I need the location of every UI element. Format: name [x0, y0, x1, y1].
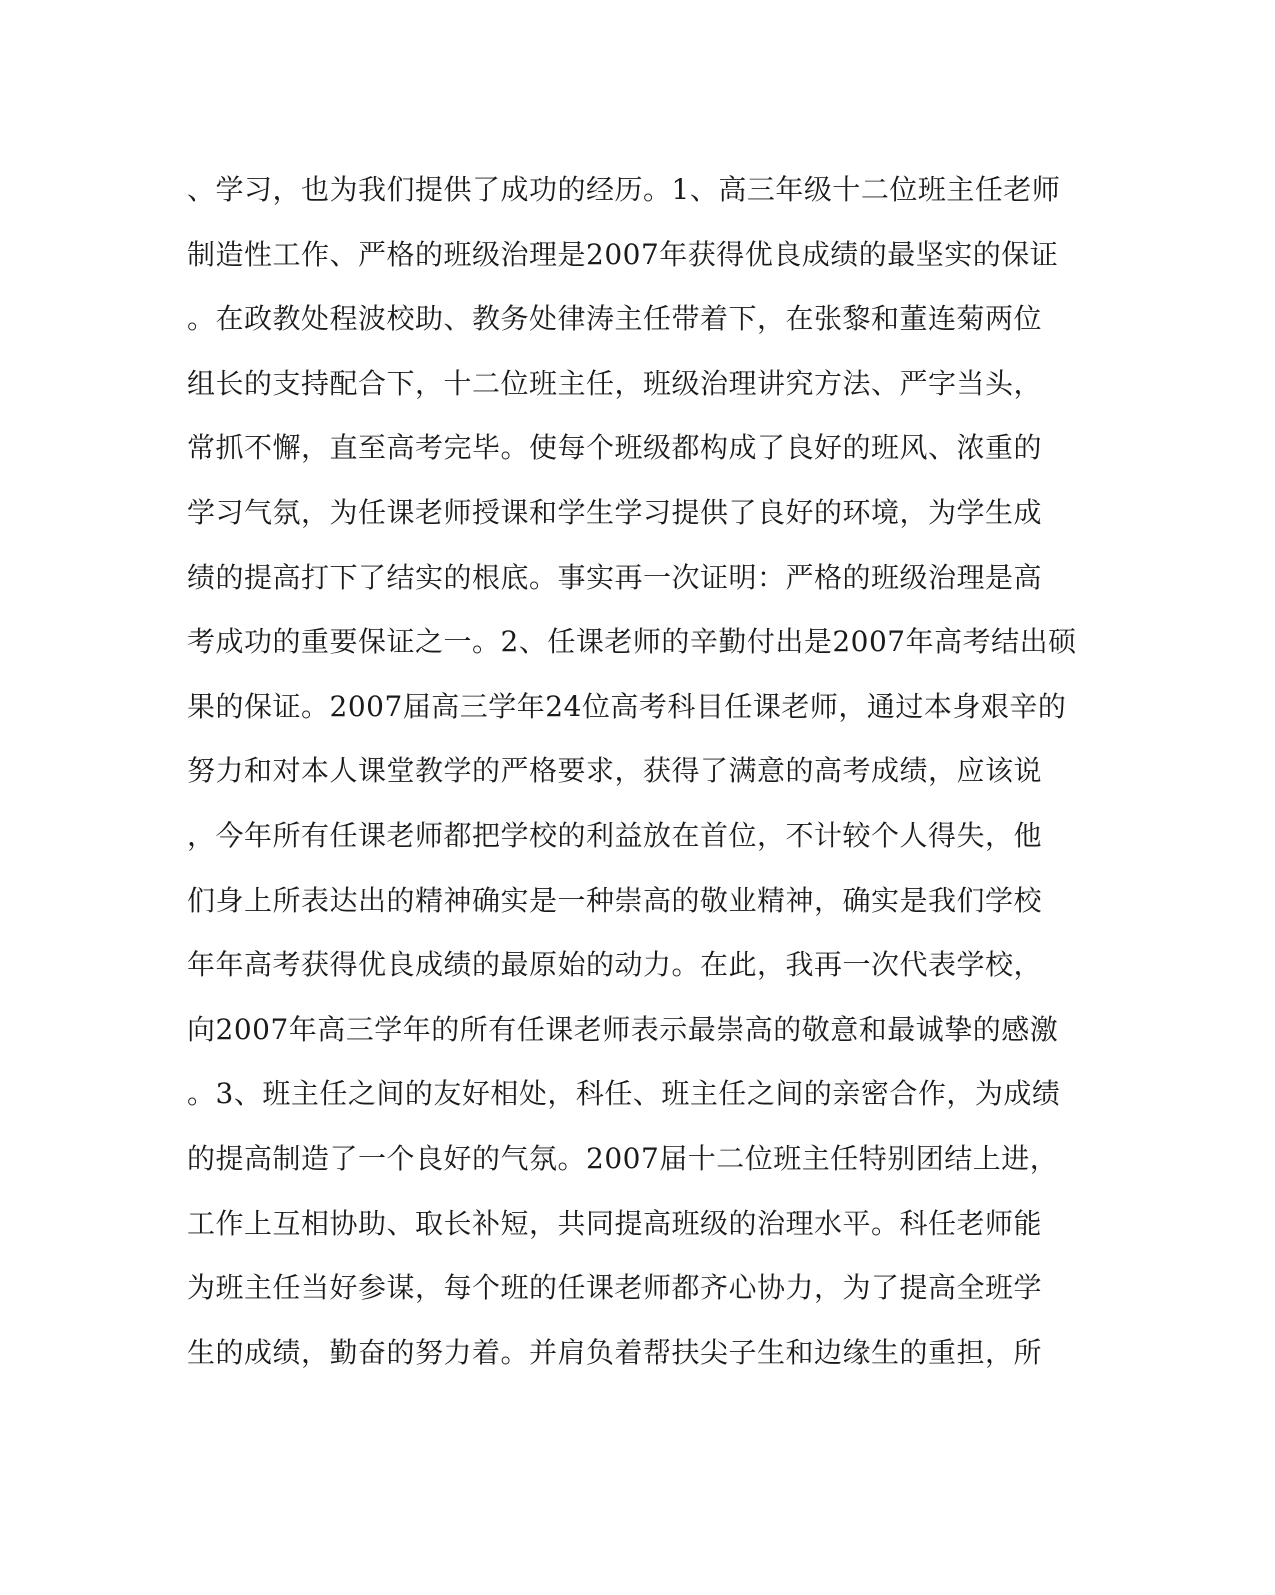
text-line: 生的成绩，勤奋的努力着。并肩负着帮扶尖子生和边缘生的重担，所: [187, 1335, 1043, 1369]
text-line: 的提高制造了一个良好的气氛。2007届十二位班主任特别团结上进，: [187, 1141, 1059, 1175]
text-line: 工作上互相协助、取长补短，共同提高班级的治理水平。科任老师能: [187, 1206, 1043, 1240]
text-line: 努力和对本人课堂教学的严格要求，获得了满意的高考成绩，应该说: [187, 754, 1043, 788]
text-line: 果的保证。2007届高三学年24位高考科目任课老师，通过本身艰辛的: [187, 689, 1067, 723]
text-line: 向2007年高三学年的所有任课老师表示最崇高的敬意和最诚挚的感激: [187, 1012, 1059, 1046]
text-line: 常抓不懈，直至高考完毕。使每个班级都构成了良好的班风、浓重的: [187, 431, 1043, 465]
body-text: [187, 158, 1087, 1385]
text-line: 绩的提高打下了结实的根底。事实再一次证明：严格的班级治理是高: [187, 560, 1043, 594]
text-line: 。在政教处程波校助、教务处律涛主任带着下，在张黎和董连菊两位: [187, 302, 1043, 336]
text-line: 、学习，也为我们提供了成功的经历。1、高三年级十二位班主任老师: [187, 173, 1061, 206]
text-line: 组长的支持配合下，十二位班主任，班级治理讲究方法、严字当头，: [187, 366, 1043, 400]
text-line: 考成功的重要保证之一。2、任课老师的辛勤付出是2007年高考结出硕: [187, 625, 1077, 659]
text-line: 们身上所表达出的精神确实是一种崇高的敬业精神，确实是我们学校: [187, 883, 1043, 917]
text-line: 为班主任当好参谋，每个班的任课老师都齐心协力，为了提高全班学: [187, 1271, 1043, 1305]
text-line: 制造性工作、严格的班级治理是2007年获得优良成绩的最坚实的保证: [187, 237, 1059, 271]
text-line: ，今年所有任课老师都把学校的利益放在首位，不计较个人得失，他: [187, 818, 1043, 852]
text-line: 。3、班主任之间的友好相处，科任、班主任之间的亲密合作，为成绩: [187, 1077, 1061, 1111]
text-line: 学习气氛，为任课老师授课和学生学习提供了良好的环境，为学生成: [187, 495, 1043, 529]
text-line: 年年高考获得优良成绩的最原始的动力。在此，我再一次代表学校，: [187, 948, 1043, 982]
